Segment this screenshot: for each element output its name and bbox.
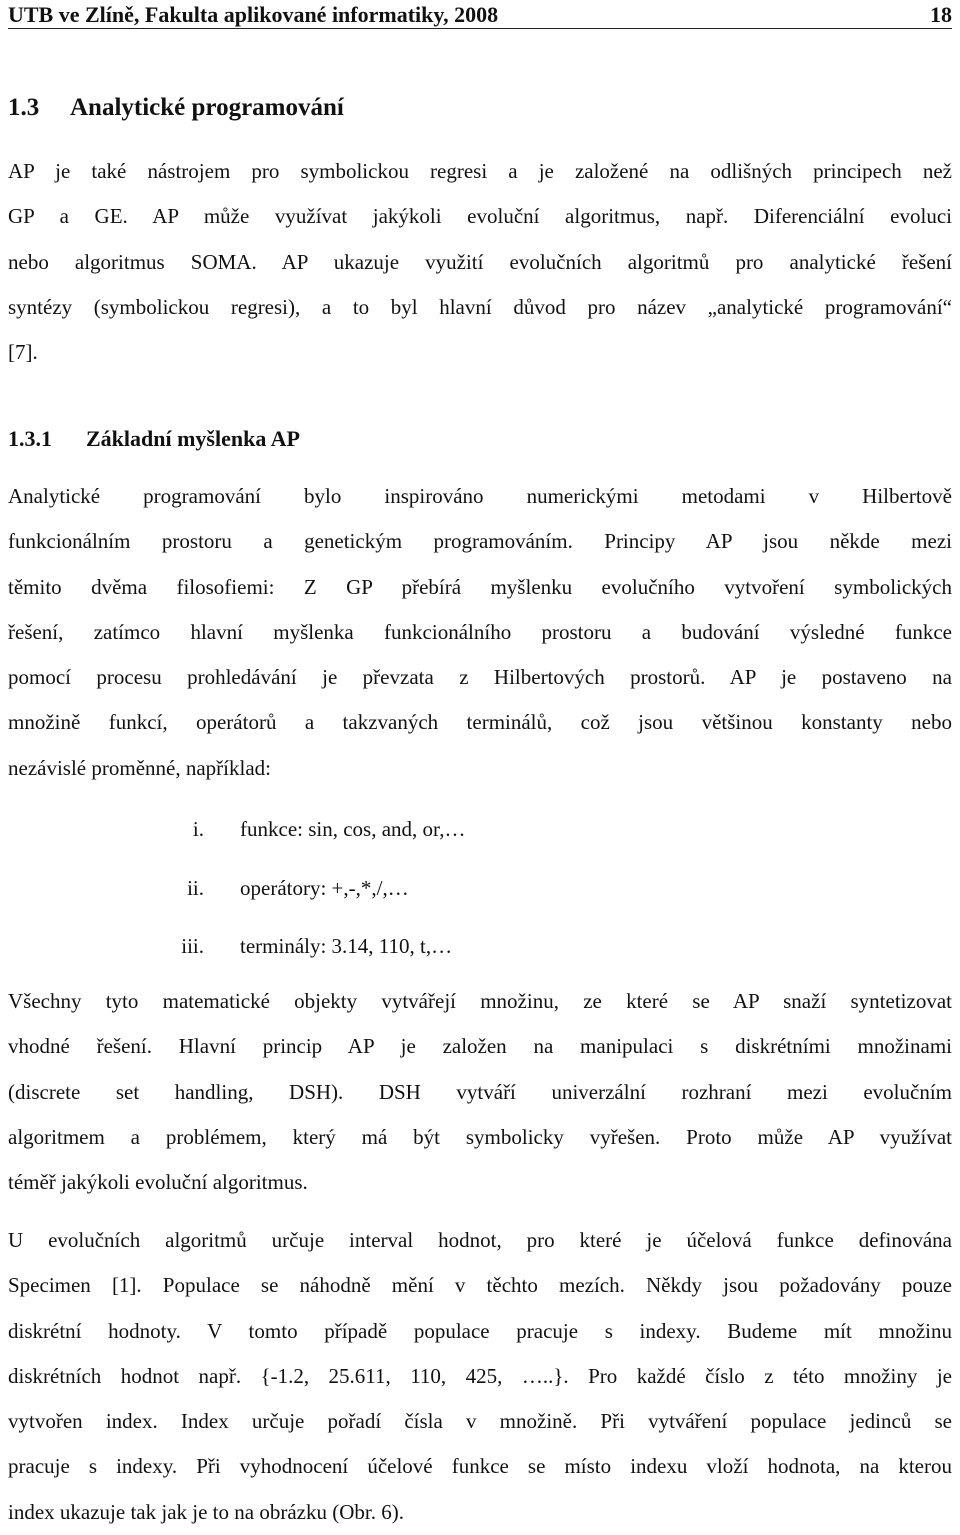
- text-line: AP je také nástrojem pro symbolickou regresi a je založené na odlišných principech než: [8, 159, 952, 183]
- text-line: vhodné řešení. Hlavní princip AP je založen na manipulaci s diskrétními množinami: [8, 1034, 952, 1059]
- list-marker: iii.: [181, 934, 204, 958]
- text-line: algoritmem a problémem, který má být symbolicky vyřešen. Proto může AP využívat: [8, 1124, 952, 1149]
- list-item-text: funkce: sin, cos, and, or,…: [240, 817, 466, 841]
- page-header: [8, 0, 952, 29]
- page-number: 18: [930, 2, 952, 27]
- text-line: diskrétních hodnot např. {-1.2, 25.611, 110, 425, …..}. Pro každé číslo z této množiny je: [8, 1363, 952, 1388]
- text-line: Analytické programování bylo inspirováno numerickými metodami v Hilbertově: [8, 484, 952, 508]
- text-line: pracuje s indexy. Při vyhodnocení účelové funkce se místo indexu vloží hodnota, na kterou: [8, 1454, 952, 1479]
- subsection-heading: [8, 426, 300, 452]
- header-title: UTB ve Zlíně, Fakulta aplikované informatiky, 2008: [8, 2, 499, 27]
- text-line: index ukazuje tak jak je to na obrázku (Obr. 6).: [8, 1499, 404, 1524]
- list-marker: ii.: [187, 876, 204, 900]
- text-line: funkcionálním prostoru a genetickým programováním. Principy AP jsou někde mezi: [8, 529, 952, 554]
- paragraph-intro: [8, 149, 952, 375]
- text-line: téměř jakýkoli evoluční algoritmus.: [8, 1170, 308, 1195]
- subsection-number: 1.3.1: [8, 426, 52, 451]
- text-line: diskrétní hodnoty. V tomto případě populace pracuje s indexy. Budeme mít množinu: [8, 1318, 952, 1343]
- text-line: Specimen [1]. Populace se náhodně mění v těchto mezích. Někdy jsou požadovány pouze: [8, 1273, 952, 1298]
- text-line: těmito dvěma filosofiemi: Z GP přebírá myšlenku evolučního vytvoření symbolických: [8, 574, 952, 599]
- paragraph-dsh: [8, 979, 952, 1205]
- list-item: [0, 931, 944, 961]
- text-line: Všechny tyto matematické objekty vytvářejí množinu, ze které se AP snaží syntetizovat: [8, 989, 952, 1013]
- subsection-title: Základní myšlenka AP: [86, 426, 300, 451]
- section-title: Analytické programování: [70, 94, 344, 121]
- text-line: [7].: [8, 340, 38, 365]
- list-marker: i.: [192, 817, 204, 841]
- list-item-text: terminály: 3.14, 110, t,…: [240, 934, 453, 958]
- text-line: množině funkcí, operátorů a takzvaných terminálů, což jsou většinou konstanty nebo: [8, 710, 952, 735]
- text-line: syntézy (symbolickou regresi), a to byl hlavní důvod pro název „analytické programování“: [8, 294, 952, 319]
- text-line: nezávislé proměnné, například:: [8, 755, 271, 780]
- text-line: GP a GE. AP může využívat jakýkoli evoluční algoritmus, např. Diferenciální evoluci: [8, 204, 952, 229]
- paragraph-specimen: [8, 1218, 952, 1535]
- list-item: [0, 873, 944, 903]
- text-line: U evolučních algoritmů určuje interval hodnot, pro které je účelová funkce definována: [8, 1228, 952, 1252]
- text-line: vytvořen index. Index určuje pořadí čísla v množině. Při vytváření populace jedinců se: [8, 1409, 952, 1434]
- list-item: [0, 814, 944, 844]
- list-item-text: operátory: +,-,*,/,…: [240, 876, 409, 900]
- text-line: (discrete set handling, DSH). DSH vytváří univerzální rozhraní mezi evolučním: [8, 1079, 952, 1104]
- text-line: pomocí procesu prohledávání je převzata z Hilbertových prostorů. AP je postaveno na: [8, 665, 952, 690]
- text-line: řešení, zatímco hlavní myšlenka funkcionálního prostoru a budování výsledné funkce: [8, 619, 952, 644]
- text-line: nebo algoritmus SOMA. AP ukazuje využití evolučních algoritmů pro analytické řešení: [8, 249, 952, 274]
- paragraph-basic-idea: [8, 474, 952, 791]
- section-number: 1.3: [8, 94, 40, 121]
- section-heading: [8, 94, 344, 122]
